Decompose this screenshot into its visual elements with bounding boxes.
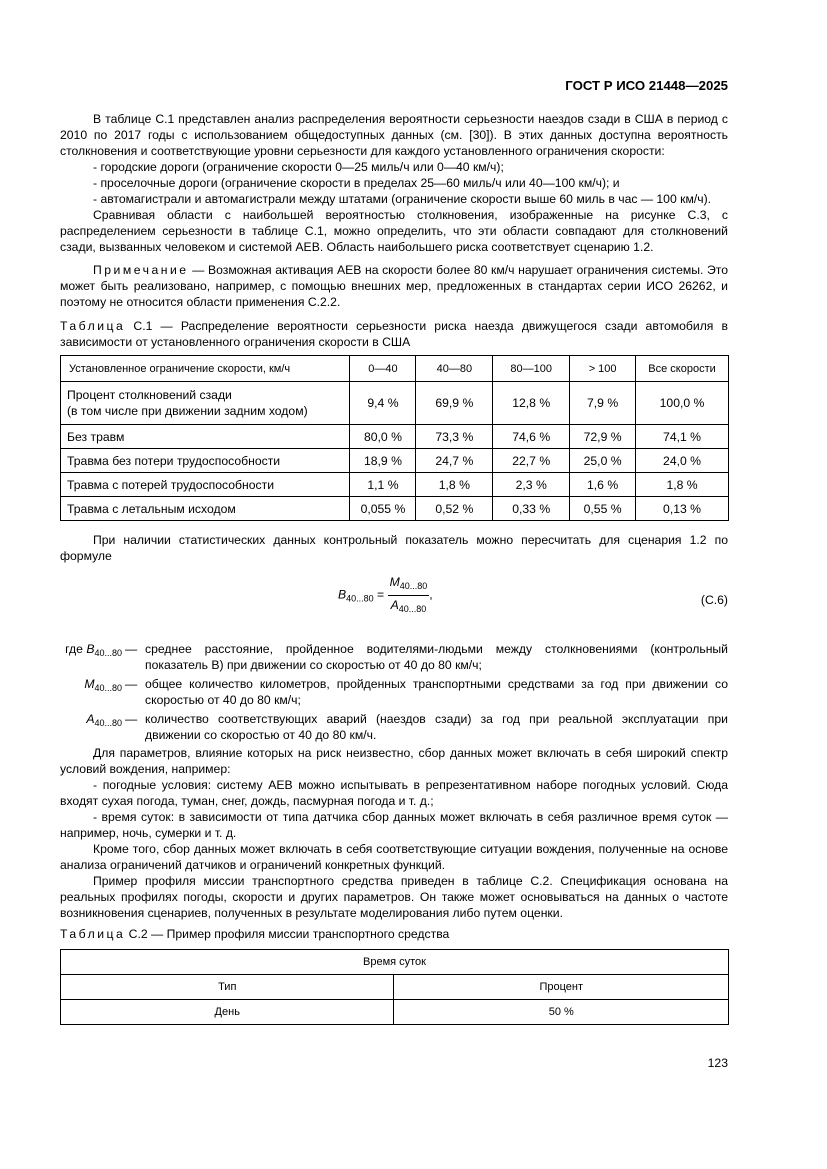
table-cell: 69,9 % <box>416 382 493 425</box>
table1-label: Таблица <box>60 319 126 333</box>
formula-fraction <box>388 574 433 617</box>
note-section <box>60 262 728 310</box>
header-cell: > 100 <box>570 356 636 382</box>
table-cell: 72,9 % <box>570 425 636 449</box>
table-header-row <box>61 356 729 382</box>
table-cell: 73,3 % <box>416 425 493 449</box>
where-symbol-sub: 40...80 <box>94 718 122 728</box>
intro-paragraph: В таблице С.1 представлен анализ распределения вероятности серьезности наездов сзади в США в период с 2010 по 2017 годы с использованием общедоступных данных (см. [30]). В этих данных доступна вероятность столкновения и соответствующие уровни серьезности для каждого установленного ограничения скорости: <box>60 112 728 158</box>
formula-numerator: M <box>389 575 400 589</box>
table-cell: 7,9 % <box>570 382 636 425</box>
where-item <box>60 711 728 743</box>
table-title-cell: Время суток <box>61 950 729 975</box>
note-text: — Возможная активация АЕВ на скорости более 80 км/ч нарушает ограничения системы. Это может быть реализовано, например, с помощью внешних мер, предложенных в стандартах серии ИСО 26262, и поэтому не относится области применения С.2.2. <box>60 263 728 309</box>
table-cell: 1,1 % <box>350 473 416 497</box>
conditions-section <box>60 745 728 921</box>
stats-section <box>60 532 728 564</box>
table-cell: 24,0 % <box>636 449 729 473</box>
table-cell: 0,13 % <box>636 497 729 521</box>
mission-profile-table <box>60 949 729 1025</box>
note-label: Примечание <box>93 263 189 277</box>
bullet-item: - городские дороги (ограничение скорости 0—25 миль/ч или 0—40 км/ч); <box>93 160 504 174</box>
table-cell: 1,8 % <box>636 473 729 497</box>
where-symbol-sub: 40...80 <box>94 683 122 693</box>
where-dash: — <box>125 677 138 691</box>
document-header: ГОСТ Р ИСО 21448—2025 <box>565 78 728 93</box>
table-header-row <box>61 975 729 1000</box>
table-cell: 2,3 % <box>493 473 570 497</box>
where-symbol: B <box>86 642 95 656</box>
profile-paragraph: Пример профиля миссии транспортного средства приведен в таблице С.2. Спецификация основана на реальных профилях погоды, скорости и других параметров. Он также может основываться на данных о частоте возникновения сценариев, полученных в результате моделирования либо путем оценки. <box>60 874 728 920</box>
header-cell: Процент <box>394 975 729 1000</box>
table-cell: 50 % <box>394 1000 729 1025</box>
table-cell: 24,7 % <box>416 449 493 473</box>
table-row <box>61 425 729 449</box>
header-cell: 40—80 <box>416 356 493 382</box>
header-cell: Все скорости <box>636 356 729 382</box>
bullet-item: - проселочные дороги (ограничение скорости в пределах 25—60 миль/ч или 40—100 км/ч); и <box>93 176 620 190</box>
where-prefix: где <box>65 642 87 656</box>
where-dash: — <box>125 642 138 656</box>
row-label: Процент столкновений сзади (в том числе при движении задним ходом) <box>61 382 350 425</box>
conditions-paragraph: Для параметров, влияние которых на риск неизвестно, сбор данных может включать в себя широкий спектр условий вождения, например: <box>60 746 728 776</box>
time-bullet: - время суток: в зависимости от типа датчика сбор данных может включать в себя различное время суток — например, ночь, сумерки и т. д. <box>60 810 728 840</box>
table-cell: 12,8 % <box>493 382 570 425</box>
where-symbol: M <box>84 677 95 691</box>
row-label: Травма с летальным исходом <box>61 497 350 521</box>
where-dash: — <box>125 712 138 726</box>
table-row <box>61 1000 729 1025</box>
stats-paragraph: При наличии статистических данных контрольный показатель можно пересчитать для сценария 1.2 по формуле <box>60 533 728 563</box>
formula-tail: , <box>429 587 433 602</box>
comparison-paragraph: Сравнивая области с наибольшей вероятностью столкновения, изображенные на рисунке С.3, с распределением серьезности в таблице С.1, можно определить, что эти области совпадают для столкновений сзади, вызванных человеком и системой АЕВ. Область наибольшего риска соответствует сценарию 1.2. <box>60 208 728 254</box>
formula-lhs: B <box>338 587 347 602</box>
header-cell: 0—40 <box>350 356 416 382</box>
row-label: Без травм <box>61 425 350 449</box>
where-item <box>60 641 728 673</box>
table1-caption <box>60 318 728 350</box>
formula-denominator: A <box>390 598 399 612</box>
table-cell: День <box>61 1000 394 1025</box>
table2-label: Таблица <box>60 927 126 941</box>
table-cell: 100,0 % <box>636 382 729 425</box>
header-cell: 80—100 <box>493 356 570 382</box>
where-text: среднее расстояние, пройденное водителями-людьми между столкновениями (контрольный показатель B) при движении со скоростью от 40 до 80 км/ч; <box>145 642 728 672</box>
row-label: Травма без потери трудоспособности <box>61 449 350 473</box>
table2-caption-text: С.2 — Пример профиля миссии транспортного средства <box>125 927 450 941</box>
intro-section <box>60 111 728 255</box>
table-cell: 74,6 % <box>493 425 570 449</box>
table2-caption <box>60 926 728 942</box>
where-text: общее количество километров, пройденных транспортными средствами за год при движении со скоростью от 40 до 80 км/ч; <box>145 677 728 707</box>
formula-lhs-sub: 40...80 <box>346 593 374 604</box>
table-title-row <box>61 950 729 975</box>
where-symbol: A <box>86 712 95 726</box>
table-row <box>61 382 729 425</box>
table-cell: 1,6 % <box>570 473 636 497</box>
severity-table <box>60 355 729 521</box>
where-symbol-sub: 40...80 <box>94 648 122 658</box>
table-row <box>61 449 729 473</box>
table-row <box>61 473 729 497</box>
header-cell: Тип <box>61 975 394 1000</box>
table-cell: 0,055 % <box>350 497 416 521</box>
formula <box>338 574 433 617</box>
header-cell: Установленное ограничение скорости, км/ч <box>61 356 350 382</box>
table-cell: 0,33 % <box>493 497 570 521</box>
weather-bullet: - погодные условия: систему АЕВ можно испытывать в репрезентативном наборе погодных условий. Сюда входят сухая погода, туман, снег, дождь, пасмурная погода и т. д.; <box>60 778 728 808</box>
table-cell: 25,0 % <box>570 449 636 473</box>
page-number: 123 <box>707 1056 728 1070</box>
bullet-item: - автомагистрали и автомагистрали между штатами (ограничение скорости выше 60 миль в час — 100 км/ч). <box>93 192 712 206</box>
where-text: количество соответствующих аварий (наездов сзади) за год при реальной эксплуатации при движении со скоростью от 40 до 80 км/ч. <box>145 712 728 742</box>
table-cell: 18,9 % <box>350 449 416 473</box>
table-cell: 22,7 % <box>493 449 570 473</box>
row-label: Травма с потерей трудоспособности <box>61 473 350 497</box>
table-cell: 74,1 % <box>636 425 729 449</box>
where-item <box>60 676 728 708</box>
table-cell: 80,0 % <box>350 425 416 449</box>
table-cell: 0,52 % <box>416 497 493 521</box>
where-list <box>60 641 728 746</box>
formula-den-sub: 40...80 <box>398 604 427 614</box>
table-cell: 0,55 % <box>570 497 636 521</box>
table-cell: 9,4 % <box>350 382 416 425</box>
formula-num-sub: 40...80 <box>399 581 428 591</box>
table-cell: 1,8 % <box>416 473 493 497</box>
table-row <box>61 497 729 521</box>
table1-caption-text: С.1 — Распределение вероятности серьезности риска наезда движущегося сзади автомобиля в зависимости от установленного ограничения скорости в США <box>60 319 728 349</box>
situations-paragraph: Кроме того, сбор данных может включать в себя соответствующие ситуации вождения, полученные на основе анализа ограничений датчиков и ограничений конкретных функций. <box>60 842 728 872</box>
formula-eq: = <box>373 587 388 602</box>
equation-number: (С.6) <box>700 593 728 607</box>
